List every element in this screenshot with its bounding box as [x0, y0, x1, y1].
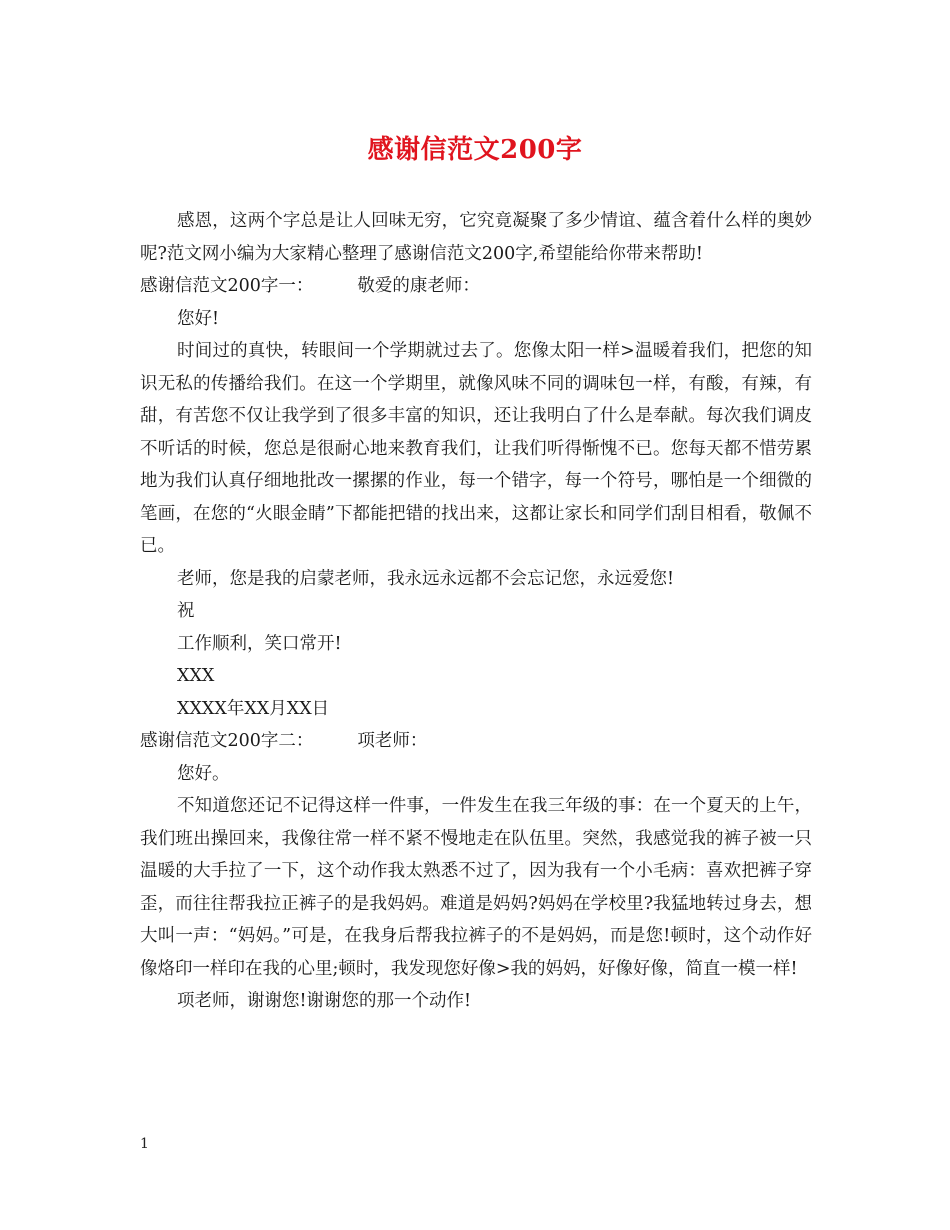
section2-heading: 感谢信范文200字二： [140, 731, 314, 751]
intro-paragraph: 感恩，这两个字总是让人回味无穷，它究竟凝聚了多少情谊、蕴含着什么样的奥妙呢?范文网小编为大家精心整理了感谢信范文200字,希望能给你带来帮助! [140, 211, 812, 264]
section1-salutation: 敬爱的康老师： [357, 276, 480, 296]
section1-closing-wish: 祝 [177, 601, 195, 621]
section1-heading: 感谢信范文200字一： [140, 276, 314, 296]
section1-closing-blessing: 工作顺利，笑口常开! [177, 633, 342, 654]
section2-paragraph-1: 不知道您还记不记得这样一件事，一件发生在我三年级的事：在一个夏天的上午，我们班出操回来，我像往常一样不紧不慢地走在队伍里。突然，我感觉我的裤子被一只温暖的大手拉了一下，这个动作我太熟悉不过了，因为我有一个小毛病：喜欢把裤子穿歪，而往往帮我拉正裤子的是我妈妈。难道是妈妈?妈妈在学校里?我猛地转过身去，想大叫一声：“妈妈。”可是，在我身后帮我拉裤子的不是妈妈，而是您!顿时，这个动作好像烙印一样印在我的心里;顿时，我发现您好像>我的妈妈，好像好像，简直一模一样! [140, 796, 812, 979]
section2-heading-line [140, 725, 812, 758]
section2-greeting: 您好。 [177, 763, 230, 784]
section1-heading-line [140, 270, 812, 303]
section1-greeting: 您好! [177, 308, 220, 329]
section2-paragraph-2: 项老师，谢谢您!谢谢您的那一个动作! [177, 991, 472, 1011]
section1-paragraph-1: 时间过的真快，转眼间一个学期就过去了。您像太阳一样>温暖着我们，把您的知识无私的传播给我们。在这一个学期里，就像风味不同的调味包一样，有酸，有辣，有甜，有苦您不仅让我学到了很多丰富的知识，还让我明白了什么是奉献。每次我们调皮不听话的时候，您总是很耐心地来教育我们，让我们听得惭愧不已。您每天都不惜劳累地为我们认真仔细地批改一摞摞的作业，每一个错字，每一个符号，哪怕是一个细微的笔画，在您的“火眼金睛”下都能把错的找出来，这都让家长和同学们刮目相看，敬佩不已。 [140, 341, 812, 556]
section1-signature: XXX [177, 666, 215, 686]
document-body [140, 205, 812, 1018]
page-number: 1 [140, 1136, 149, 1152]
section2-salutation: 项老师： [357, 731, 428, 751]
section1-date: XXXX年XX月XX日 [177, 698, 330, 719]
section1-paragraph-2: 老师，您是我的启蒙老师，我永远永远都不会忘记您，永远爱您! [177, 568, 675, 589]
document-title: 感谢信范文200字 [367, 135, 583, 165]
